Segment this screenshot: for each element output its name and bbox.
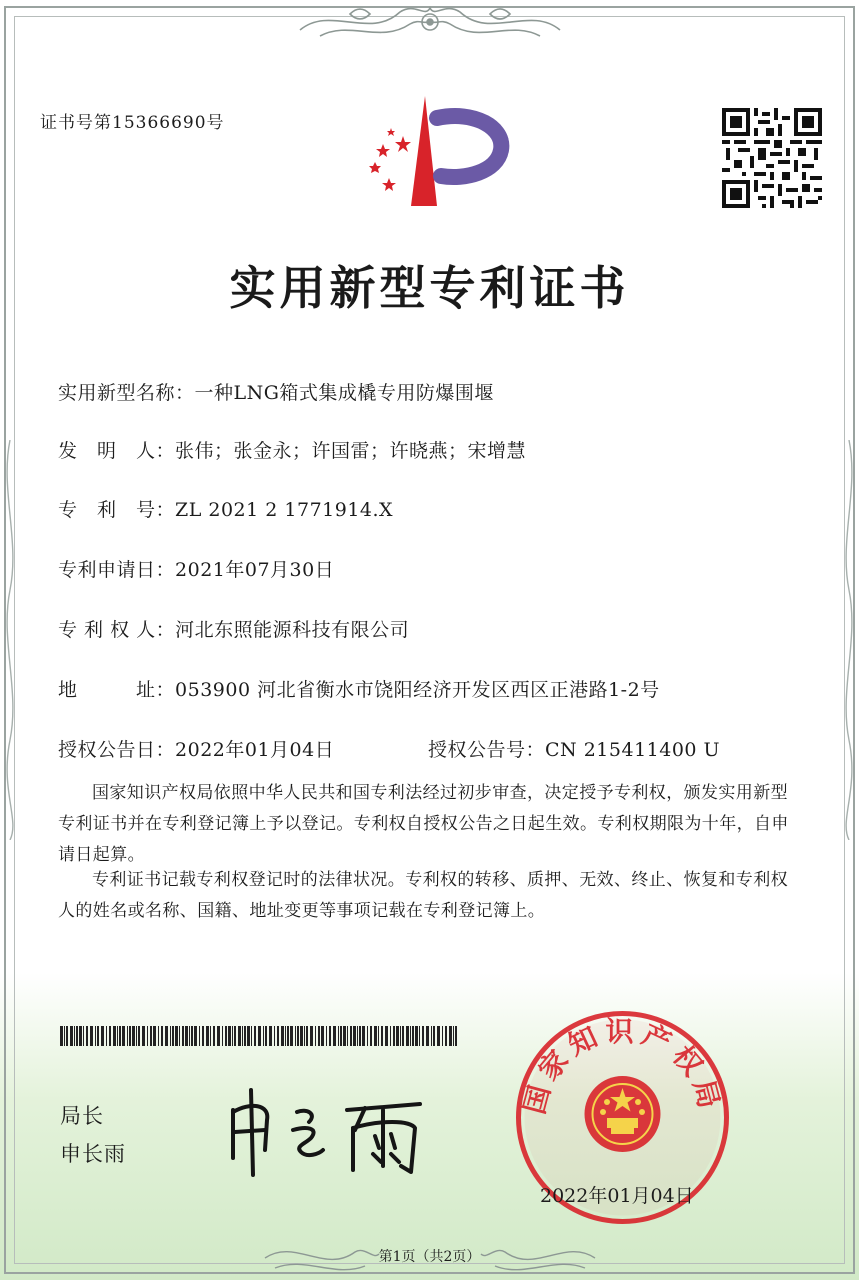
signatory-name: 申长雨	[60, 1142, 126, 1166]
qr-code-icon	[722, 108, 822, 208]
field-utility-model-name	[58, 378, 494, 405]
barcode-bar	[274, 1026, 275, 1046]
field-patent-number	[58, 495, 393, 522]
barcode-bar	[228, 1026, 231, 1046]
field-label: 专利申请日：	[58, 559, 176, 581]
field-label: 专 利 号：	[58, 499, 176, 521]
barcode-bar	[318, 1026, 320, 1046]
barcode-bar	[101, 1026, 104, 1046]
certificate-paragraph: 国家知识产权局依照中华人民共和国专利法经过初步审查，决定授予专利权，颁发实用新型专利证书并在专利登记簿上予以登记。专利权自授权公告之日起生效。专利权期限为十年，自申请日起算。	[58, 783, 789, 865]
barcode-bar	[129, 1026, 131, 1046]
barcode-bar	[353, 1026, 356, 1046]
barcode-bar	[263, 1026, 264, 1046]
barcode-bar	[338, 1026, 339, 1046]
barcode-bar	[147, 1026, 148, 1046]
barcode-bar	[142, 1026, 145, 1046]
barcode-bar	[199, 1026, 200, 1046]
cnipa-logo-icon	[345, 88, 515, 218]
barcode-bar	[378, 1026, 379, 1046]
field-value: 张伟；张金永；许国雷；许晓燕；宋增慧	[175, 440, 527, 462]
barcode-bar	[453, 1026, 454, 1046]
signature-icon	[215, 1080, 435, 1180]
field-label: 授权公告日：	[58, 739, 176, 761]
barcode-bar	[175, 1026, 178, 1046]
barcode-bar	[70, 1026, 73, 1046]
field-grant-number	[428, 735, 720, 762]
barcode-bar	[406, 1026, 409, 1046]
barcode-bar	[442, 1026, 443, 1046]
barcode-bar	[76, 1026, 78, 1046]
barcode-bar	[381, 1026, 383, 1046]
barcode-bar	[225, 1026, 227, 1046]
right-ornament-icon	[839, 440, 859, 840]
barcode-bar	[449, 1026, 452, 1046]
barcode-bar	[206, 1026, 209, 1046]
barcode-bar	[385, 1026, 388, 1046]
barcode-bar	[445, 1026, 447, 1046]
field-value: 2022年01月04日	[175, 739, 335, 761]
barcode-bar	[315, 1026, 316, 1046]
barcode-bar	[172, 1026, 174, 1046]
barcode-bar	[300, 1026, 303, 1046]
field-value: ZL 2021 2 1771914.X	[175, 499, 394, 521]
top-ornament-icon	[290, 0, 570, 44]
barcode-bar	[113, 1026, 116, 1046]
barcode-bar	[95, 1026, 96, 1046]
barcode-bar	[182, 1026, 184, 1046]
barcode-bar	[64, 1026, 65, 1046]
barcode-bar	[122, 1026, 125, 1046]
barcode-bar	[290, 1026, 293, 1046]
signatory-title: 局长	[60, 1104, 104, 1128]
barcode-bar	[83, 1026, 84, 1046]
barcode-bar	[238, 1026, 241, 1046]
barcode-bar	[374, 1026, 377, 1046]
barcode-bar	[347, 1026, 348, 1046]
barcode-bar	[437, 1026, 440, 1046]
field-label: 实用新型名称：	[58, 382, 195, 404]
barcode-bar	[109, 1026, 111, 1046]
barcode-bar	[412, 1026, 414, 1046]
barcode-bar	[321, 1026, 324, 1046]
barcode-bar	[79, 1026, 82, 1046]
barcode-bar	[281, 1026, 284, 1046]
barcode-bar	[333, 1026, 336, 1046]
barcode-bar	[74, 1026, 75, 1046]
field-inventor	[58, 436, 526, 463]
barcode-bar	[422, 1026, 424, 1046]
barcode-bar	[277, 1026, 279, 1046]
barcode-bar	[265, 1026, 267, 1046]
barcode-bar	[367, 1026, 368, 1046]
barcode-bar	[402, 1026, 404, 1046]
barcode-bar	[343, 1026, 346, 1046]
field-application-date	[58, 555, 334, 582]
barcode-bar	[210, 1026, 211, 1046]
certificate-number: 证书号第15366690号	[40, 113, 225, 133]
barcode-bar	[153, 1026, 156, 1046]
barcode-bar	[415, 1026, 418, 1046]
field-label: 授权公告号：	[428, 739, 546, 761]
barcode-bar	[357, 1026, 358, 1046]
field-grant-date	[58, 735, 334, 762]
field-value: 河北东照能源科技有限公司	[175, 619, 410, 641]
barcode-bar	[362, 1026, 365, 1046]
field-value: 2021年07月30日	[175, 559, 335, 581]
field-label: 发 明 人：	[58, 440, 176, 462]
barcode-bar	[326, 1026, 327, 1046]
barcode-bar	[217, 1026, 220, 1046]
barcode-bar	[202, 1026, 204, 1046]
barcode-bar	[340, 1026, 342, 1046]
barcode-bar	[86, 1026, 88, 1046]
barcode-bar	[161, 1026, 163, 1046]
barcode-bar	[269, 1026, 272, 1046]
barcode-bar	[150, 1026, 152, 1046]
barcode-bar	[431, 1026, 432, 1046]
barcode-bar	[90, 1026, 93, 1046]
barcode-bar	[433, 1026, 435, 1046]
seal-text: 国家知识产权局	[517, 1015, 728, 1118]
barcode-bar	[350, 1026, 352, 1046]
barcode-bar	[329, 1026, 331, 1046]
certificate-paragraph: 专利证书记载专利权登记时的法律状况。专利权的转移、质押、无效、终止、恢复和专利权人的姓名或名称、国籍、地址变更等事项记载在专利登记簿上。	[58, 870, 788, 921]
barcode-bar	[390, 1026, 391, 1046]
left-ornament-icon	[0, 440, 20, 840]
barcode-bar	[170, 1026, 171, 1046]
barcode-bar	[242, 1026, 243, 1046]
barcode-bar	[359, 1026, 361, 1046]
barcode-bar	[244, 1026, 246, 1046]
barcode-bar	[306, 1026, 308, 1046]
barcode-bar	[60, 1026, 63, 1046]
barcode-bar	[185, 1026, 188, 1046]
barcode-bar	[127, 1026, 128, 1046]
seal-date: 2022年01月04日	[540, 1185, 694, 1207]
field-value: 053900 河北省衡水市饶阳经济开发区西区正港路1-2号	[175, 679, 660, 701]
barcode-bar	[285, 1026, 286, 1046]
field-value: 一种LNG箱式集成橇专用防爆围堰	[194, 382, 494, 404]
barcode-bar	[254, 1026, 256, 1046]
barcode-bar	[106, 1026, 107, 1046]
page-number: 第1页（共2页）	[378, 1249, 481, 1265]
national-emblem-icon	[585, 1076, 661, 1152]
barcode-bar	[191, 1026, 193, 1046]
barcode-bar	[310, 1026, 313, 1046]
barcode-bar	[410, 1026, 411, 1046]
barcode-icon	[60, 1026, 460, 1046]
field-label: 专 利 权 人：	[58, 619, 176, 641]
barcode-bar	[426, 1026, 429, 1046]
barcode-bar	[232, 1026, 233, 1046]
barcode-bar	[297, 1026, 299, 1046]
barcode-bar	[132, 1026, 135, 1046]
field-address	[58, 675, 660, 702]
barcode-bar	[189, 1026, 190, 1046]
field-label: 地 址：	[58, 679, 176, 701]
barcode-bar	[304, 1026, 305, 1046]
certificate-title: 实用新型专利证书	[229, 261, 630, 315]
barcode-bar	[194, 1026, 197, 1046]
barcode-bar	[213, 1026, 215, 1046]
barcode-bar	[419, 1026, 420, 1046]
barcode-bar	[119, 1026, 121, 1046]
barcode-bar	[222, 1026, 223, 1046]
barcode-bar	[393, 1026, 395, 1046]
barcode-bar	[455, 1026, 457, 1046]
barcode-bar	[258, 1026, 261, 1046]
barcode-bar	[234, 1026, 236, 1046]
barcode-bar	[158, 1026, 159, 1046]
barcode-bar	[138, 1026, 140, 1046]
barcode-bar	[251, 1026, 252, 1046]
barcode-bar	[247, 1026, 250, 1046]
barcode-bar	[370, 1026, 372, 1046]
barcode-bar	[400, 1026, 401, 1046]
barcode-bar	[179, 1026, 180, 1046]
barcode-bar	[287, 1026, 289, 1046]
barcode-bar	[136, 1026, 137, 1046]
barcode-bar	[66, 1026, 68, 1046]
barcode-bar	[117, 1026, 118, 1046]
barcode-bar	[165, 1026, 168, 1046]
barcode-bar	[97, 1026, 99, 1046]
barcode-bar	[295, 1026, 296, 1046]
field-patentee	[58, 615, 409, 642]
barcode-bar	[396, 1026, 399, 1046]
field-value: CN 215411400 U	[545, 739, 721, 761]
